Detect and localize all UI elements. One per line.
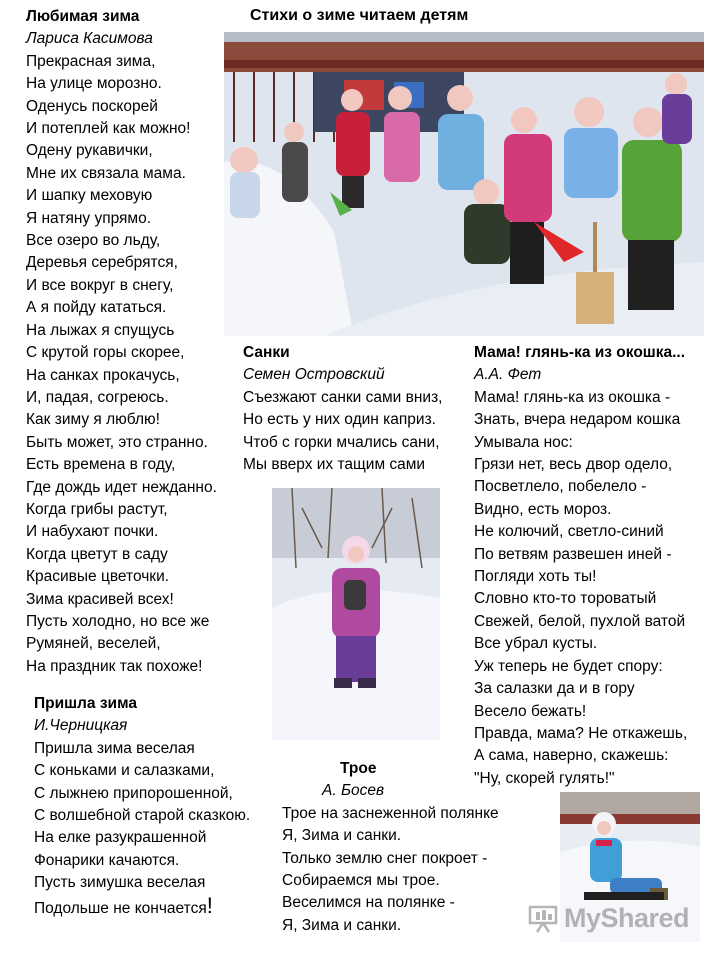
poem-line: Веселимся на полянке -: [282, 894, 455, 912]
poem-line: На улице морозно.: [26, 75, 162, 93]
poem-line: Все озеро во льду,: [26, 232, 161, 250]
poem-line: Мама! глянь-ка из окошка -: [474, 388, 671, 406]
poem-line: Только землю снег покроет -: [282, 849, 488, 867]
poem-line: Все убрал кусты.: [474, 635, 598, 653]
poem-line: И шапку меховую: [26, 187, 153, 205]
poem-line: Чтоб с горки мчались сани,: [243, 433, 440, 451]
poem-line: Грязи нет, весь двор одело,: [474, 456, 673, 474]
poem-line: Правда, мама? Не откажешь,: [474, 724, 688, 742]
poem-line: И потеплей как можно!: [26, 120, 191, 138]
watermark-text: MyShared: [564, 902, 690, 933]
photo-child-snow-garden: [272, 488, 440, 740]
watermark: [528, 898, 698, 938]
poem-line: Умывала нос:: [474, 433, 573, 451]
poem-line: Как зиму я люблю!: [26, 411, 160, 429]
poem-author: А. Босев: [322, 782, 385, 800]
poem-line: С коньками и салазками,: [34, 762, 215, 780]
poem-line: Когда цветут в саду: [26, 545, 168, 563]
poem-author: Семен Островский: [243, 366, 385, 384]
poem-line: Собираемся мы трое.: [282, 872, 440, 890]
poem-sanki: [243, 342, 442, 476]
poem-line: А я пойду кататься.: [26, 299, 167, 317]
poem-line: Знать, вчера недаром кошка: [474, 411, 681, 429]
poem-line: Румяней, веселей,: [26, 635, 161, 653]
poem-line: А сама, наверно, скажешь:: [474, 747, 669, 765]
poem-line: На санках прокачусь,: [26, 366, 180, 384]
poem-line: Фонарики качаются.: [34, 851, 180, 869]
poem-line: Есть времена в году,: [26, 456, 176, 474]
poem-troe: [282, 758, 499, 937]
poem-line: "Ну, скорей гулять!": [474, 769, 615, 787]
poem-prishla-zima: [34, 693, 250, 920]
poem-title: Трое: [340, 760, 377, 777]
poem-mama-glyan: [474, 342, 687, 790]
poem-line: Прекрасная зима,: [26, 52, 156, 70]
poem-author: Лариса Касимова: [26, 30, 153, 48]
poem-line: И набухают почки.: [26, 523, 159, 541]
poem-line: По ветвям развешен иней -: [474, 545, 672, 563]
poem-title: Пришла зима: [34, 695, 137, 712]
poem-line: Но есть у них один каприз.: [243, 411, 436, 429]
poem-line: Свежей, белой, пухлой ватой: [474, 612, 686, 630]
poem-line: С крутой горы скорее,: [26, 344, 185, 362]
poem-last-line: Подольше не кончается: [34, 899, 207, 917]
poem-line: На праздник так похоже!: [26, 657, 203, 675]
poem-line: Погляди хоть ты!: [474, 568, 597, 586]
poem-line: Трое на заснеженной полянке: [282, 804, 499, 822]
poem-line: Весело бежать!: [474, 702, 587, 720]
poem-line: С волшебной старой сказкою.: [34, 807, 251, 825]
poem-line: Когда грибы растут,: [26, 500, 168, 518]
poem-line: Деревья серебрятся,: [26, 254, 178, 272]
poem-line: За салазки да и в гору: [474, 680, 635, 698]
poem-title: Санки: [243, 344, 290, 361]
poem-line: Я, Зима и санки.: [282, 916, 402, 934]
poem-line: Пусть холодно, но все же: [26, 612, 210, 630]
poem-line: [34, 892, 250, 920]
poem-line: Посветлело, побелело -: [474, 478, 647, 496]
poem-line: Съезжают санки сами вниз,: [243, 388, 443, 406]
exclamation-mark: !: [206, 892, 213, 918]
poem-line: Пусть зимушка веселая: [34, 874, 206, 892]
photo-children-group: [224, 32, 704, 336]
poem-line: Словно кто-то тороватый: [474, 590, 657, 608]
poem-line: Мне их связала мама.: [26, 164, 186, 182]
poem-line: На лыжах я спущусь: [26, 321, 175, 339]
poem-line: Я натяну упрямо.: [26, 209, 152, 227]
poem-line: Мы вверх их тащим сами: [243, 456, 426, 474]
poem-line: И, падая, согреюсь.: [26, 388, 169, 406]
poem-line: С лыжнею припорошенной,: [34, 784, 233, 802]
poem-line: Зима красивей всех!: [26, 590, 174, 608]
page-title: Стихи о зиме читаем детям: [250, 7, 469, 24]
poem-lyubimaya-zima: [26, 6, 217, 678]
poem-line: Видно, есть мороз.: [474, 500, 612, 518]
poem-title: Мама! глянь-ка из окошка...: [474, 344, 686, 361]
poem-line: Быть может, это странно.: [26, 433, 208, 451]
poem-line: Одену рукавички,: [26, 142, 153, 160]
poem-line: Не колючий, светло-синий: [474, 523, 664, 541]
poem-line: Пришла зима веселая: [34, 739, 195, 757]
poem-line: На елке разукрашенной: [34, 829, 207, 847]
poem-line: Оденусь поскорей: [26, 97, 158, 115]
poem-line: И все вокруг в снегу,: [26, 276, 174, 294]
poem-author: А.А. Фет: [474, 366, 542, 384]
poem-author: И.Черницкая: [34, 717, 128, 735]
presentation-board-icon: [528, 903, 558, 933]
poem-line: Я, Зима и санки.: [282, 827, 402, 845]
poem-line: Где дождь идет нежданно.: [26, 478, 217, 496]
poem-title: Любимая зима: [26, 8, 140, 25]
poem-line: Уж теперь не будет спору:: [474, 657, 663, 675]
poem-line: Красивые цветочки.: [26, 568, 170, 586]
